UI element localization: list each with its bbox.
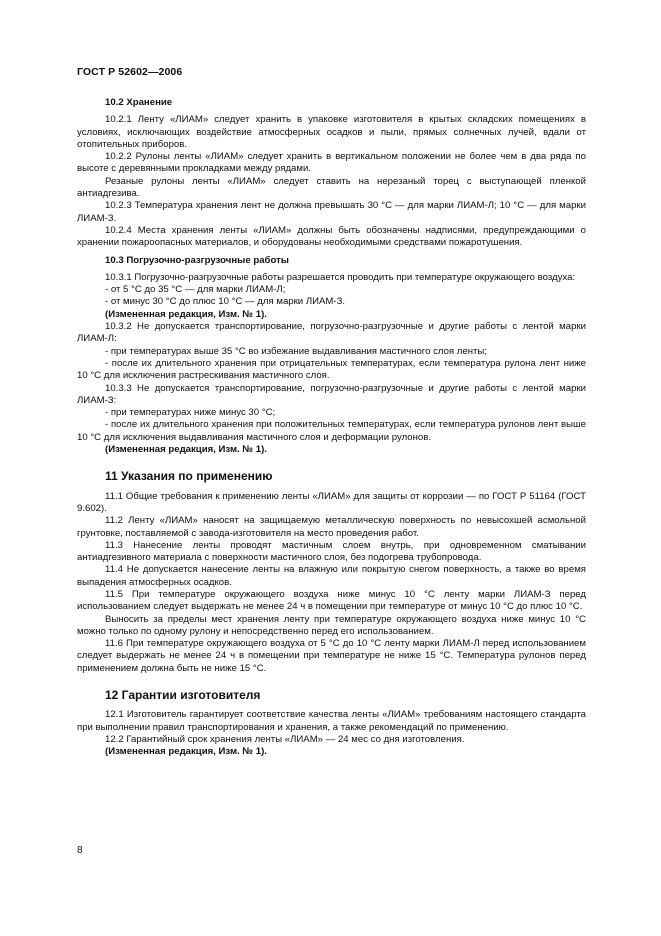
paragraph-10-2-2: 10.2.2 Рулоны ленты «ЛИАМ» следует хранить в вертикальном положении не более чем в два ряда по высоте с деревянными прокладками между рядами. — [77, 151, 586, 175]
list-item: - от минус 30 °С до плюс 10 °С — для марки ЛИАМ-З. — [105, 296, 346, 308]
paragraph-10-3-1: 10.3.1 Погрузочно-разгрузочные работы разрешается проводить при температуре окружающего воздуха: — [105, 271, 576, 283]
subsection-title-10-3: 10.3 Погрузочно-разгрузочные работы — [105, 254, 289, 266]
paragraph-11-4: 11.4 Не допускается нанесение ленты на влажную или покрытую снегом поверхность, а также во время выпадения атмосферных осадков. — [77, 564, 586, 588]
paragraph-11-5-cont: Выносить за пределы мест хранения ленту при температуре окружающего воздуха ниже минус 10 °С можно только по одному рулону и непосредственно перед его использованием. — [77, 613, 586, 637]
paragraph-11-2: 11.2 Ленту «ЛИАМ» наносят на защищаемую металлическую поверхность по невысохшей асмольной грунтовке, поставляемой с завода-изготовителя на место проведения работ. — [77, 515, 586, 539]
list-item: - при температурах выше 35 °С во избежание выдавливания мастичного слоя ленты; — [105, 345, 487, 357]
paragraph-10-2-4: 10.2.4 Места хранения ленты «ЛИАМ» должны быть обозначены надписями, предупреждающими о хранении пожароопасных материалов, и оборудованы необходимыми средствами пожаротушения. — [77, 224, 586, 249]
paragraph-10-3-3: 10.3.3 Не допускается транспортирование, погрузочно-разгрузочные и другие работы с лентой марки ЛИАМ-З: — [77, 382, 586, 406]
list-item: - от 5 °С до 35 °С — для марки ЛИАМ-Л; — [105, 284, 286, 296]
document-header: ГОСТ Р 52602—2006 — [77, 66, 183, 78]
paragraph-12-2: 12.2 Гарантийный срок хранения ленты «ЛИАМ» — 24 мес со дня изготовления. — [105, 733, 465, 745]
paragraph-11-3: 11.3 Нанесение ленты проводят мастичным слоем внутрь, при одновременном сматывании антиадгезивного материала с поверхности мастичного слоя, без подогрева трубопровода. — [77, 539, 586, 564]
paragraph-10-2-3: 10.2.3 Температура хранения лент не должна превышать 30 °С — для марки ЛИАМ-Л; 10 °С — для марки ЛИАМ-З. — [77, 200, 586, 224]
paragraph-11-6: 11.6 При температуре окружающего воздуха от 5 °С до 10 °С ленту марки ЛИАМ-Л перед использованием следует выдержать не менее 24 ч в помещении при температуре не ниже 15 °С. Температура рулонов перед применением должна быть не ниже 15 °С. — [77, 638, 586, 674]
document-body — [77, 92, 586, 759]
page-number: 8 — [77, 845, 83, 856]
paragraph-12-1: 12.1 Изготовитель гарантирует соответствие качества ленты «ЛИАМ» требованиям настоящего стандарта при выполнении правил транспортирования и хранения, а также рекомендаций по применению. — [77, 709, 586, 733]
paragraph-10-2-2-cont: Резаные рулоны ленты «ЛИАМ» следует ставить на нерезаный торец с выступающей пленкой антиадгезива. — [77, 175, 586, 200]
amendment-note: (Измененная редакция, Изм. № 1). — [105, 746, 267, 758]
list-item: - после их длительного хранения при положительных температурах, если температура рулонов лент выше 10 °С для исключения выдавливания мастичного слоя и деформации рулонов. — [77, 419, 586, 443]
section-title-12: 12 Гарантии изготовителя — [105, 688, 261, 703]
list-item: - при температурах ниже минус 30 °С; — [105, 407, 276, 419]
list-item: - после их длительного хранения при отрицательных температурах, если температура рулона лент ниже 10 °С для исключения растрескивания мастичного слоя. — [77, 357, 586, 382]
paragraph-11-1: 11.1 Общие требования к применению ленты «ЛИАМ» для защиты от коррозии — по ГОСТ Р 51164 (ГОСТ 9.602). — [77, 490, 586, 514]
paragraph-10-2-1: 10.2.1 Ленту «ЛИАМ» следует хранить в упаковке изготовителя в крытых складских помещениях в условиях, исключающих воздействие атмосферных осадков и пыли, прямых солнечных лучей, вдали от отопительных приборов. — [77, 114, 586, 150]
subsection-title-10-2: 10.2 Хранение — [105, 97, 173, 108]
section-title-11: 11 Указания по применению — [105, 469, 273, 484]
amendment-note: (Измененная редакция, Изм. № 1). — [105, 444, 267, 456]
paragraph-10-3-2: 10.3.2 Не допускается транспортирование, погрузочно-разгрузочные и другие работы с лентой марки ЛИАМ-Л: — [77, 321, 586, 345]
paragraph-11-5: 11.5 При температуре окружающего воздуха ниже минус 10 °С ленту марки ЛИАМ-З перед использованием следует выдержать не менее 24 ч в помещении при температуре от минус 10 °С до плюс 10 °С. — [77, 588, 586, 613]
amendment-note: (Измененная редакция, Изм. № 1). — [105, 308, 267, 320]
